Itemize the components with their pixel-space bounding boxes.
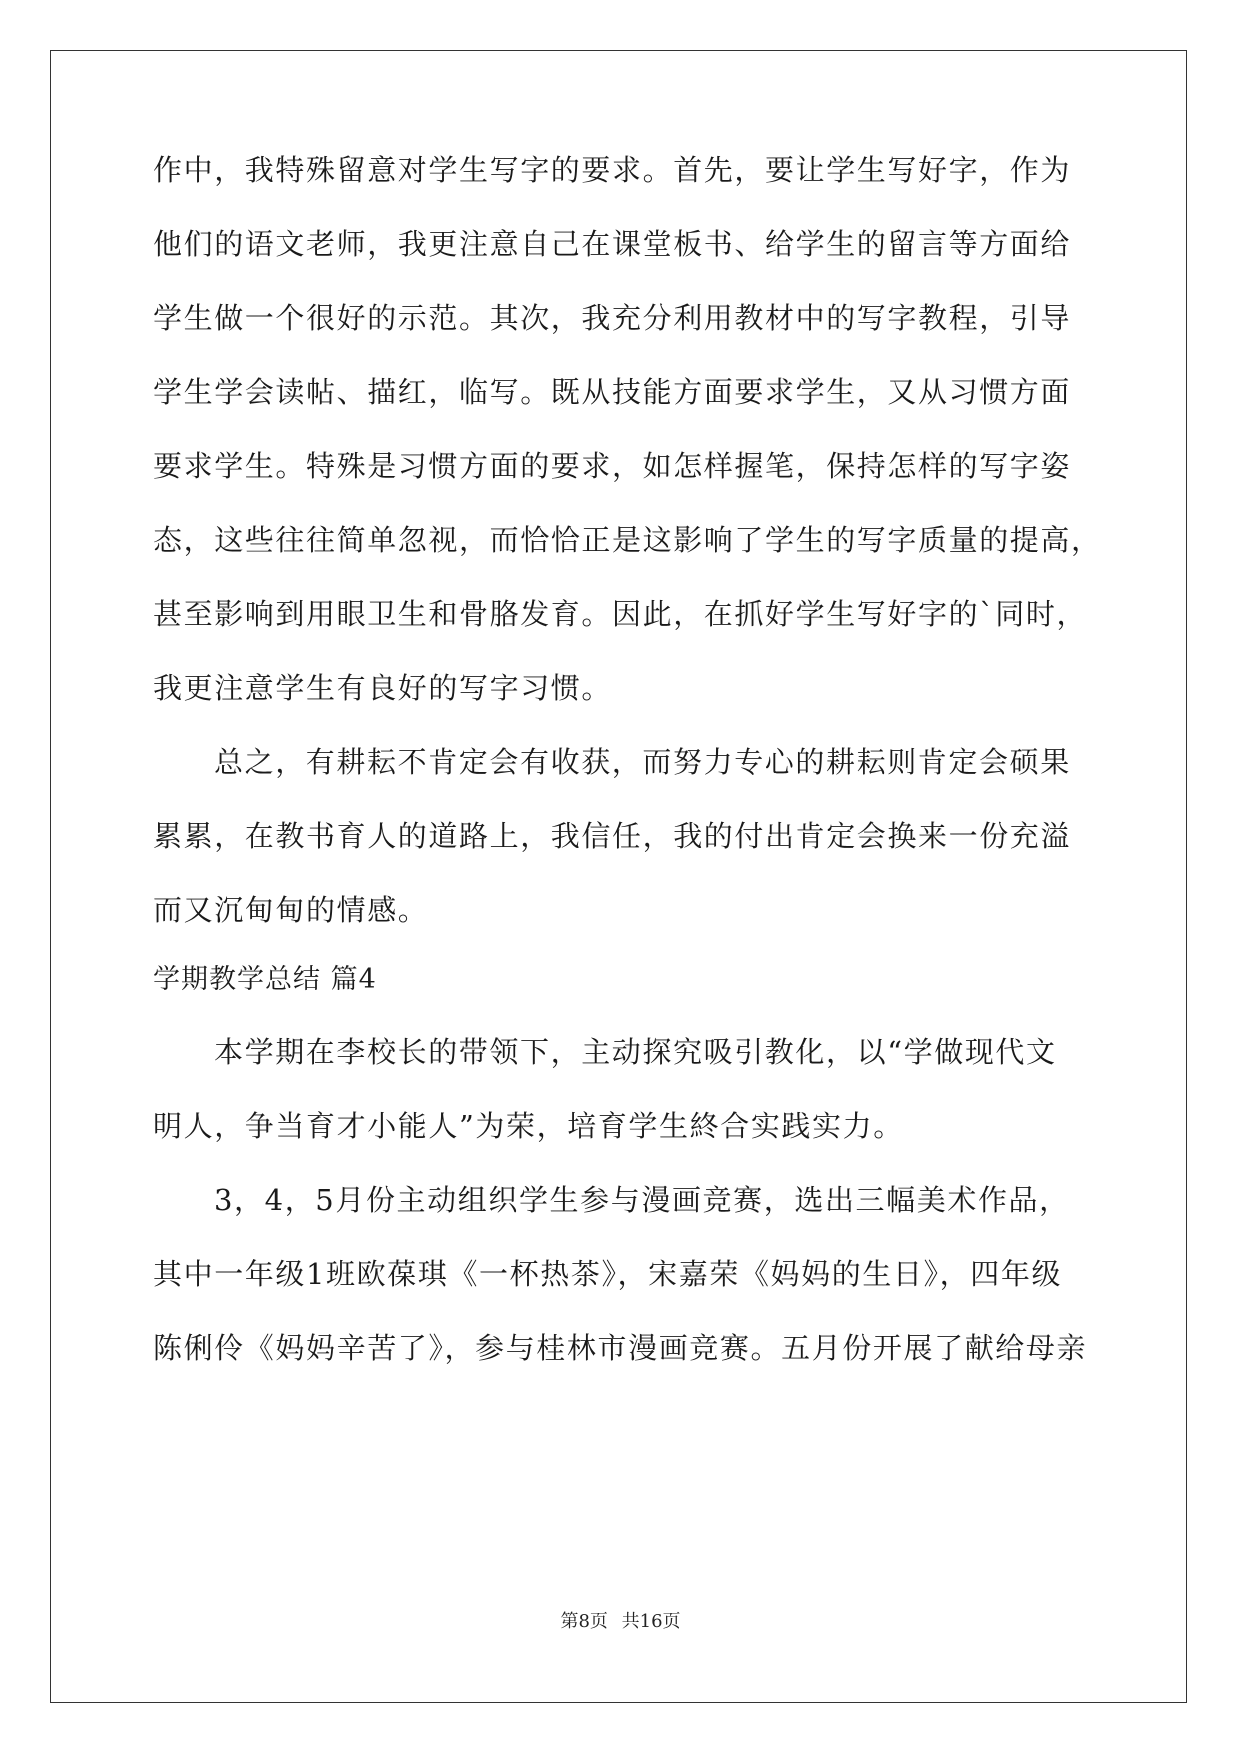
paragraph-first-line: 3，4，5月份主动组织学生参与漫画竞赛，选出三幅美术作品， [214, 1183, 1070, 1217]
page-total: 共16页 [621, 1611, 681, 1632]
body-text-line: 作中，我特殊留意对学生写字的要求。首先，要让学生写好字，作为 [153, 153, 1072, 187]
body-text-line: 明人，争当育才小能人”为荣，培育学生終合实践实力。 [153, 1109, 904, 1143]
body-text-line: 其中一年级1班欧葆琪《一杯热茶》，宋嘉荣《妈妈的生日》，四年级 [153, 1257, 1063, 1291]
body-text-line: 态，这些往往简单忽视，而恰恰正是这影响了学生的写字质量的提高， [153, 523, 1102, 557]
body-text-line: 甚至影响到用眼卫生和骨胳发育。因此，在抓好学生写好字的`同时， [153, 597, 1088, 631]
page-number: 第8页 [560, 1611, 608, 1632]
body-text-line: 累累，在教书育人的道路上，我信任，我的付出肯定会换来一份充溢 [153, 819, 1072, 853]
body-text-line: 学生学会读帖、描红，临写。既从技能方面要求学生，又从习惯方面 [153, 375, 1072, 409]
paragraph-first-line: 总之，有耕耘不肯定会有收获，而努力专心的耕耘则肯定会硕果 [214, 745, 1071, 779]
body-text-line: 他们的语文老师，我更注意自己在课堂板书、给学生的留言等方面给 [153, 227, 1072, 261]
page-footer [0, 1610, 1241, 1634]
body-text-line: 要求学生。特殊是习惯方面的要求，如怎样握笔，保持怎样的写字姿 [153, 449, 1072, 483]
body-text-line: 学生做一个很好的示范。其次，我充分利用教材中的写字教程，引导 [153, 301, 1072, 335]
body-text-line: 我更注意学生有良好的写字习惯。 [153, 671, 613, 705]
section-heading: 学期教学总结 篇4 [153, 964, 377, 995]
body-text-line: 陈俐伶《妈妈辛苦了》，参与桂林市漫画竞赛。五月份开展了献给母亲 [153, 1331, 1088, 1365]
paragraph-first-line: 本学期在李校长的带领下，主动探究吸引教化，以“学做现代文 [214, 1035, 1057, 1069]
body-text-line: 而又沉甸甸的情感。 [153, 893, 429, 927]
